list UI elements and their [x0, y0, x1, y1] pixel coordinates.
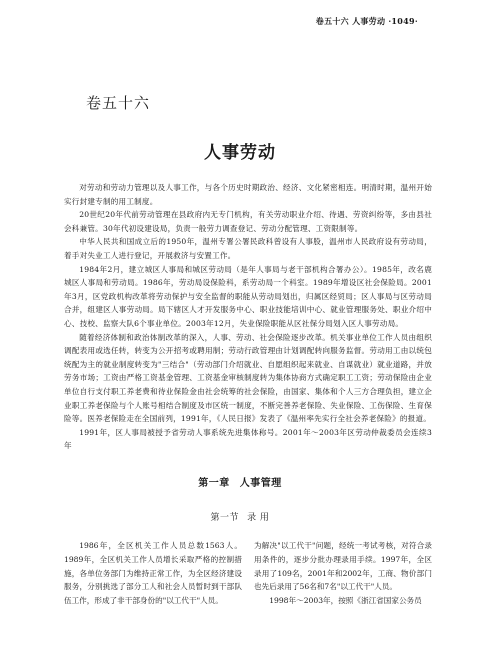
- paragraph: 1984年2月，建立城区人事局和城区劳动局（是年人事局与老干部机构合署办公）。1985年，改名鹿城区人事局和劳动局。1986年，劳动局设保险科，系劳动局一个科室。1989年增设区社会保险局。2001年3月，区党政机构改革将劳动保护与安全监督的职能从劳动局划出，归属区经贸局；区人事局与区劳动局合并，组建区人事劳动局。局下辖区人才开发服务中心、职业技能培训中心、就业管理服务处、职业介绍中心、技校、监察大队6个事业单位。2003年12月，失业保险职能从区社保分局划入区人事劳动局。: [64, 264, 432, 328]
- paragraph: 为解决"以工代干"问题，经统一考试考核，对符合录用条件的，逐步分批办理录用手续。1997年，全区录用了109名，2001年和2002年，工商、物价部门也先后录用了56名和7名"以工代干"人员。: [254, 541, 432, 592]
- chapter-number: 第一章: [198, 478, 230, 489]
- paragraph: 20世纪20年代前劳动管理在县政府内无专门机构，有关劳动职业介绍、待遇、劳资纠纷等，多由县社会科兼管。30年代初设建设局，负责一般劳力调查登记、劳动分配管理、工资限制等。: [64, 210, 432, 233]
- page-title: 人事劳动: [204, 143, 276, 163]
- paragraph: 随着经济体制和政治体制改革的深入，人事、劳动、社会保险逐步改革。机关事业单位工作人员由组织调配表用或选任转，转变为公开招考或聘用制；劳动行政管理由计划调配转向服务监督。劳动用工由以统包统配为主的就业制度转变为"三结合"（劳动部门介绍就业、自愿组织起来就业、自谋就业）就业道路，并放劳务市场；工资由严格工资基金管理、工资基金审核制度转为集体协商方式确定职工工资；劳动保险由企业单位自行支付职工养老费和待业保险金由社会统筹的社会保险，由国家、集体和个人三方合理负担，建立企业职工养老保险与个人账号相结合制度及市区统一制度，不断完善养老保险、失业保险、工伤保险、生育保险等。医养老保险走在全国前列，1991年，《人民日报》发表了《温州率先实行全社会养老保险》的报道。: [64, 332, 432, 424]
- two-column-text: [64, 539, 432, 608]
- paragraph: 中华人民共和国成立后的1950年，温州专署公署民政科曾设有人事股，温州市人民政府设有劳动局，着手对失业工人进行登记，开展救济与安置工作。: [64, 237, 432, 260]
- paragraph: 对劳动和劳动力管理以及人事工作，与各个历史时期政治、经济、文化紧密相连。明清时期，温州开始实行封建专制的用工制度。: [64, 183, 432, 206]
- right-column: [254, 539, 432, 608]
- chapter-heading: [0, 474, 480, 489]
- paragraph: 1986年，全区机关工作人员总数1563人。1989年，全区机关工作人员增长采取严格的控制措施，各单位务部门为维持正常工作，为全区经济建设服务，分别挑选了部分工人和社会人员暂时到干部队伍工作，形成了非干部身份的"以工代干"人员。: [64, 541, 242, 606]
- section-name: 录 用: [247, 513, 270, 523]
- volume-title: 卷五十六: [86, 94, 151, 112]
- left-column: [64, 539, 242, 608]
- chapter-name: 人事管理: [239, 478, 282, 489]
- paragraph: 1991年，区人事局被授予省劳动人事系统先进集体称号。2001年～2003年区劳动仲裁委员会连续3年: [64, 427, 432, 451]
- intro-text: [64, 181, 432, 453]
- section-heading: [0, 510, 480, 523]
- section-number: 第一节: [210, 513, 240, 523]
- running-head: 卷五十六 人事劳动 ·1049·: [315, 16, 418, 26]
- paragraph: 1998年～2003年，按照《浙江省国家公务员: [269, 596, 422, 606]
